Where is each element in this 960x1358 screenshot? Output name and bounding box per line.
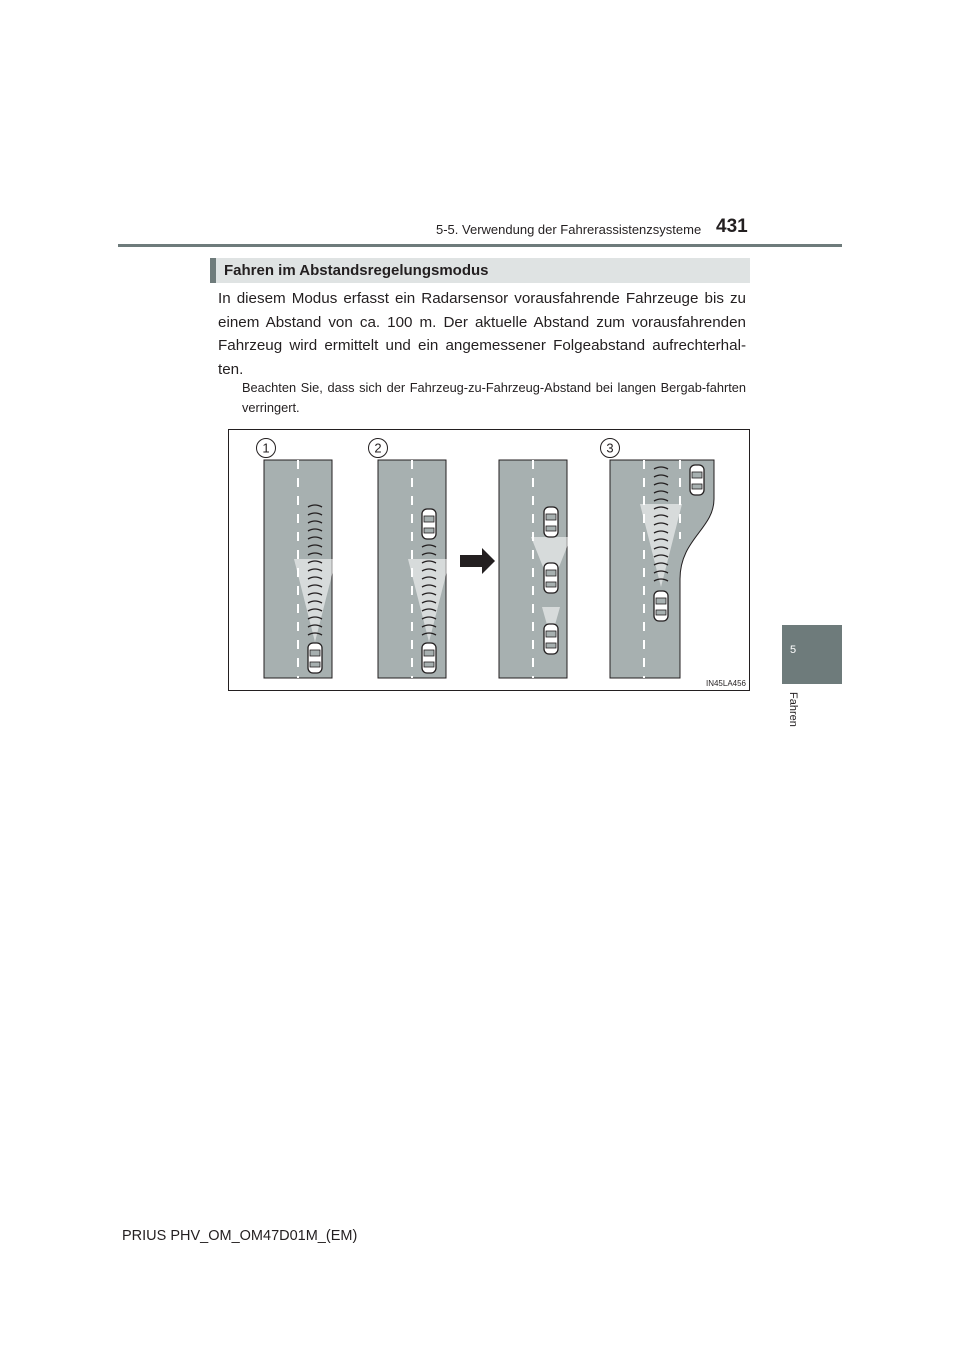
car-icon: [544, 507, 558, 537]
car-icon: [544, 563, 558, 593]
radar-distance-illustration: [228, 429, 750, 691]
car-icon: [308, 643, 322, 673]
car-icon: [654, 591, 668, 621]
page-number: 431: [716, 216, 748, 237]
callout-2-label: 2: [374, 440, 382, 456]
merging-car-icon: [690, 465, 704, 495]
callout-3-label: 3: [606, 440, 614, 456]
body-paragraph: In diesem Modus erfasst ein Radarsensor vorausfahrende Fahrzeuge bis zu einem Abstand von ca. 100 m. Der aktuelle Abstand zum vorausfahrenden Fahrzeug wird ermittelt und ein angemessener Folgeabstand aufrechterhal-ten.: [218, 290, 746, 378]
note-paragraph: Beachten Sie, dass sich der Fahrzeug-zu-Fahrzeug-Abstand bei langen Bergab-fahrten verringert.: [242, 380, 746, 415]
road-1: [264, 460, 336, 678]
callout-3: [601, 439, 620, 458]
header-rule: [118, 244, 842, 247]
lead-car-icon: [422, 509, 436, 539]
section-heading: Fahren im Abstandsregelungsmodus: [224, 262, 489, 279]
section-heading-marker: [210, 258, 216, 283]
section-heading-bar: [210, 258, 750, 283]
footer-doc-id: PRIUS PHV_OM_OM47D01M_(EM): [122, 1228, 358, 1244]
chapter-label-wrap: [787, 692, 801, 752]
chapter-label: Fahren: [787, 692, 799, 727]
figure-code: IN45LA456: [705, 679, 746, 688]
callout-1-label: 1: [262, 440, 270, 456]
road-3: [499, 460, 571, 678]
callout-1: [257, 439, 276, 458]
car-icon: [544, 624, 558, 654]
callout-2: [369, 439, 388, 458]
road-2: [378, 460, 450, 678]
header-section-title: 5-5. Verwendung der Fahrerassistenzsysteme: [436, 222, 702, 237]
chapter-number: 5: [789, 644, 797, 656]
car-icon: [422, 643, 436, 673]
